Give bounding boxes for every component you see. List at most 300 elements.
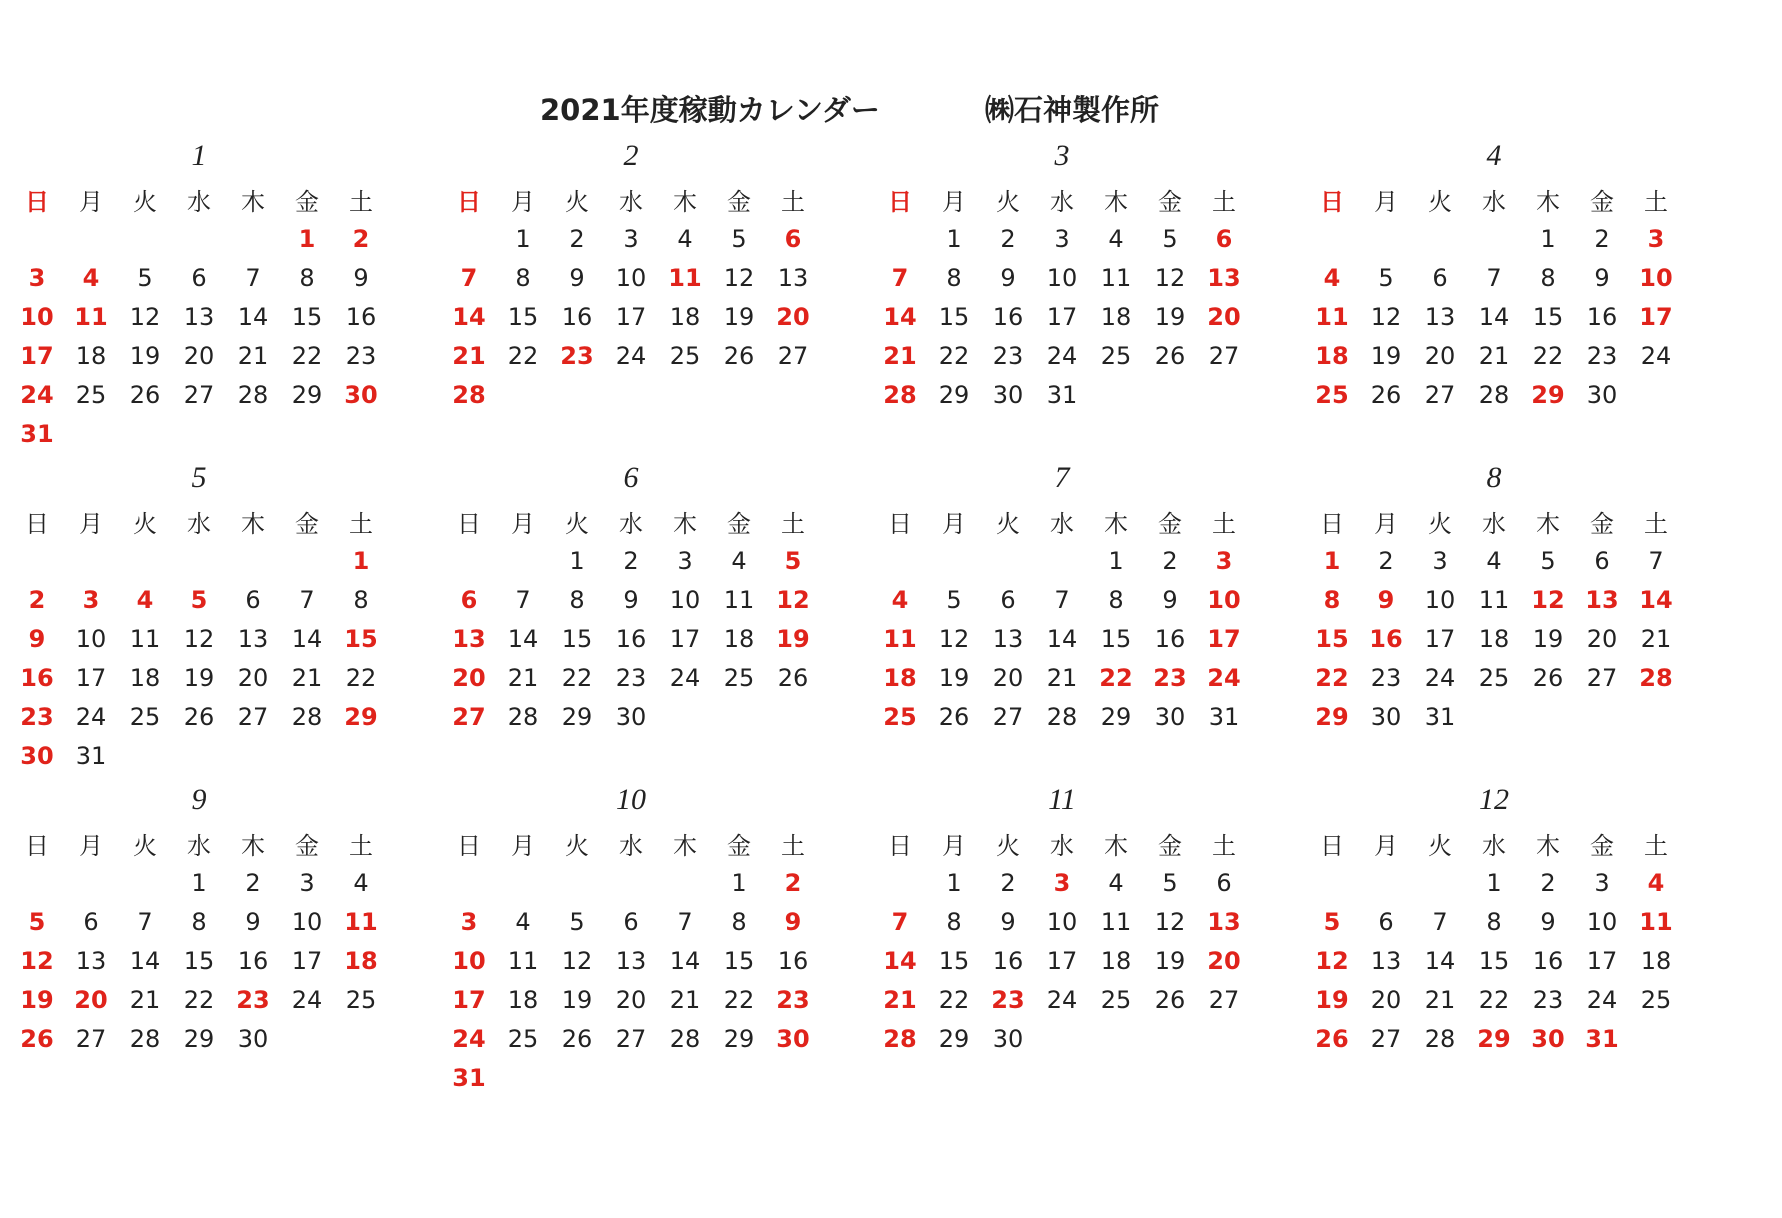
work-date: 7	[1432, 907, 1448, 936]
work-date: 21	[1046, 663, 1078, 692]
work-date: 18	[129, 663, 161, 692]
work-date: 6	[1432, 263, 1448, 292]
weekday-header: 土	[1644, 832, 1668, 860]
work-date: 6	[83, 907, 99, 936]
holiday-date: 30	[1531, 1024, 1565, 1053]
work-date: 18	[1640, 946, 1672, 975]
work-date: 24	[1424, 663, 1456, 692]
work-date: 9	[623, 585, 639, 614]
weekday-header: 火	[565, 188, 589, 216]
weekday-header: 水	[187, 188, 211, 216]
work-date: 31	[75, 741, 107, 770]
month-grid	[1305, 180, 1683, 414]
work-date: 15	[938, 946, 970, 975]
work-date: 5	[1162, 868, 1178, 897]
empty-cell	[873, 219, 927, 258]
month-number: 4	[1486, 139, 1502, 172]
month-number: 1	[191, 139, 207, 172]
work-date: 16	[1586, 302, 1618, 331]
work-date: 13	[1370, 946, 1402, 975]
work-date: 22	[723, 985, 755, 1014]
holiday-date: 11	[344, 907, 378, 936]
holiday-date: 18	[344, 946, 378, 975]
holiday-date: 13	[1585, 585, 1619, 614]
month-grid	[10, 824, 388, 1058]
work-date: 14	[1046, 624, 1078, 653]
empty-cell	[280, 541, 334, 580]
work-date: 1	[569, 546, 585, 575]
work-date: 30	[1154, 702, 1186, 731]
work-date: 19	[1154, 302, 1186, 331]
weekday-header: 金	[1158, 188, 1182, 216]
holiday-date: 13	[1207, 263, 1241, 292]
work-date: 7	[137, 907, 153, 936]
work-date: 22	[1478, 985, 1510, 1014]
weekday-header: 日	[25, 188, 49, 216]
empty-cell	[442, 219, 496, 258]
holiday-date: 14	[883, 302, 917, 331]
work-date: 19	[561, 985, 593, 1014]
work-date: 26	[777, 663, 809, 692]
work-date: 8	[299, 263, 315, 292]
holiday-date: 21	[883, 341, 917, 370]
work-date: 22	[561, 663, 593, 692]
weekday-header: 水	[619, 832, 643, 860]
holiday-date: 14	[1639, 585, 1673, 614]
work-date: 15	[183, 946, 215, 975]
work-date: 15	[507, 302, 539, 331]
holiday-date: 14	[452, 302, 486, 331]
weekday-header: 水	[187, 832, 211, 860]
holiday-date: 11	[1315, 302, 1349, 331]
weekday-header: 土	[349, 510, 373, 538]
work-date: 16	[777, 946, 809, 975]
work-date: 21	[1478, 341, 1510, 370]
work-date: 14	[129, 946, 161, 975]
work-date: 22	[938, 985, 970, 1014]
weekday-header: 日	[888, 510, 912, 538]
work-date: 11	[1478, 585, 1510, 614]
holiday-date: 15	[344, 624, 378, 653]
month-number: 2	[623, 139, 639, 172]
work-date: 4	[1108, 224, 1124, 253]
holiday-date: 1	[298, 224, 316, 253]
work-date: 31	[1424, 702, 1456, 731]
company-name: ㈱石神製作所	[985, 93, 1160, 127]
work-date: 17	[1424, 624, 1456, 653]
month-block	[442, 460, 820, 760]
holiday-date: 3	[460, 907, 478, 936]
holiday-date: 6	[784, 224, 802, 253]
holiday-date: 29	[1315, 702, 1349, 731]
month-number: 5	[191, 461, 207, 494]
holiday-date: 24	[1207, 663, 1241, 692]
work-date: 19	[1370, 341, 1402, 370]
weekday-header: 土	[781, 832, 805, 860]
weekday-header: 木	[1536, 832, 1560, 860]
work-date: 3	[1432, 546, 1448, 575]
weekday-header: 金	[1590, 188, 1614, 216]
work-date: 19	[723, 302, 755, 331]
month-block	[10, 782, 388, 1082]
empty-cell	[658, 863, 712, 902]
holiday-date: 25	[1315, 380, 1349, 409]
month-grid	[442, 180, 820, 414]
empty-cell	[10, 541, 64, 580]
empty-cell	[496, 541, 550, 580]
work-date: 15	[1100, 624, 1132, 653]
weekday-header: 火	[133, 188, 157, 216]
work-date: 8	[1108, 585, 1124, 614]
work-date: 6	[191, 263, 207, 292]
work-date: 15	[1532, 302, 1564, 331]
holiday-date: 23	[1153, 663, 1187, 692]
work-date: 21	[129, 985, 161, 1014]
work-date: 9	[1000, 263, 1016, 292]
holiday-date: 27	[452, 702, 486, 731]
work-date: 2	[1000, 868, 1016, 897]
work-date: 31	[1208, 702, 1240, 731]
work-date: 28	[129, 1024, 161, 1053]
work-date: 10	[291, 907, 323, 936]
holiday-date: 4	[1323, 263, 1341, 292]
work-date: 21	[1424, 985, 1456, 1014]
work-date: 16	[561, 302, 593, 331]
weekday-header: 月	[79, 188, 103, 216]
work-date: 15	[1478, 946, 1510, 975]
work-date: 22	[507, 341, 539, 370]
month-block	[442, 782, 820, 1092]
work-date: 24	[75, 702, 107, 731]
weekday-header: 土	[1644, 188, 1668, 216]
work-date: 11	[723, 585, 755, 614]
work-date: 22	[183, 985, 215, 1014]
weekday-header: 金	[727, 510, 751, 538]
month-grid	[10, 180, 388, 453]
holiday-date: 12	[20, 946, 54, 975]
work-date: 29	[1100, 702, 1132, 731]
weekday-header: 火	[1428, 510, 1452, 538]
weekday-header: 木	[673, 832, 697, 860]
empty-cell	[64, 219, 118, 258]
work-date: 1	[1540, 224, 1556, 253]
work-date: 17	[615, 302, 647, 331]
work-date: 2	[245, 868, 261, 897]
work-date: 25	[723, 663, 755, 692]
month-number: 8	[1486, 461, 1502, 494]
empty-cell	[172, 219, 226, 258]
work-date: 12	[1154, 263, 1186, 292]
weekday-header: 土	[1212, 188, 1236, 216]
month-grid	[1305, 502, 1683, 736]
weekday-header: 金	[1158, 510, 1182, 538]
empty-cell	[118, 863, 172, 902]
holiday-date: 11	[883, 624, 917, 653]
work-date: 17	[1046, 946, 1078, 975]
holiday-date: 6	[1215, 224, 1233, 253]
holiday-date: 14	[883, 946, 917, 975]
weekday-header: 土	[349, 832, 373, 860]
work-date: 16	[345, 302, 377, 331]
work-date: 26	[183, 702, 215, 731]
month-grid	[442, 502, 820, 736]
weekday-header: 金	[295, 510, 319, 538]
holiday-date: 2	[28, 585, 46, 614]
holiday-date: 16	[20, 663, 54, 692]
weekday-header: 木	[241, 510, 265, 538]
month-block	[873, 138, 1251, 438]
holiday-date: 5	[190, 585, 208, 614]
work-date: 5	[946, 585, 962, 614]
empty-cell	[442, 863, 496, 902]
weekday-header: 水	[619, 188, 643, 216]
holiday-date: 4	[891, 585, 909, 614]
holiday-date: 25	[883, 702, 917, 731]
holiday-date: 20	[452, 663, 486, 692]
empty-cell	[64, 541, 118, 580]
holiday-date: 3	[82, 585, 100, 614]
empty-cell	[604, 863, 658, 902]
empty-cell	[496, 863, 550, 902]
work-date: 1	[191, 868, 207, 897]
calendar-title: 2021年度稼動カレンダー	[540, 93, 880, 127]
work-date: 12	[938, 624, 970, 653]
month-number: 9	[191, 783, 207, 816]
work-date: 22	[345, 663, 377, 692]
work-date: 14	[1424, 946, 1456, 975]
empty-cell	[10, 219, 64, 258]
work-date: 27	[777, 341, 809, 370]
holiday-date: 5	[28, 907, 46, 936]
weekday-header: 月	[1374, 832, 1398, 860]
work-date: 21	[237, 341, 269, 370]
weekday-header: 火	[1428, 188, 1452, 216]
holiday-date: 11	[1639, 907, 1673, 936]
work-date: 28	[291, 702, 323, 731]
work-date: 29	[291, 380, 323, 409]
work-date: 23	[1370, 663, 1402, 692]
work-date: 26	[561, 1024, 593, 1053]
weekday-header: 火	[1428, 832, 1452, 860]
work-date: 29	[938, 380, 970, 409]
work-date: 8	[731, 907, 747, 936]
work-date: 19	[129, 341, 161, 370]
holiday-date: 4	[1647, 868, 1665, 897]
weekday-header: 日	[888, 832, 912, 860]
work-date: 1	[1486, 868, 1502, 897]
empty-cell	[981, 541, 1035, 580]
holiday-date: 13	[452, 624, 486, 653]
empty-cell	[1413, 219, 1467, 258]
weekday-header: 金	[1590, 510, 1614, 538]
work-date: 11	[1100, 263, 1132, 292]
empty-cell	[1359, 219, 1413, 258]
empty-cell	[1305, 219, 1359, 258]
holiday-date: 15	[1315, 624, 1349, 653]
holiday-date: 23	[236, 985, 270, 1014]
weekday-header: 日	[25, 832, 49, 860]
weekday-header: 土	[781, 188, 805, 216]
work-date: 24	[291, 985, 323, 1014]
weekday-header: 日	[888, 188, 912, 216]
holiday-date: 31	[20, 419, 54, 448]
holiday-date: 11	[74, 302, 108, 331]
weekday-header: 火	[565, 510, 589, 538]
holiday-date: 3	[1215, 546, 1233, 575]
empty-cell	[172, 541, 226, 580]
work-date: 10	[615, 263, 647, 292]
weekday-header: 日	[457, 510, 481, 538]
weekday-header: 火	[996, 188, 1020, 216]
empty-cell	[550, 863, 604, 902]
weekday-header: 月	[511, 832, 535, 860]
work-date: 11	[1100, 907, 1132, 936]
work-date: 17	[291, 946, 323, 975]
work-date: 24	[1640, 341, 1672, 370]
work-date: 28	[237, 380, 269, 409]
work-date: 4	[677, 224, 693, 253]
holiday-date: 11	[668, 263, 702, 292]
work-date: 26	[1370, 380, 1402, 409]
empty-cell	[1305, 863, 1359, 902]
work-date: 22	[291, 341, 323, 370]
weekday-header: 金	[295, 832, 319, 860]
work-date: 27	[1586, 663, 1618, 692]
month-number: 7	[1054, 461, 1070, 494]
work-date: 11	[129, 624, 161, 653]
weekday-header: 日	[457, 832, 481, 860]
holiday-date: 20	[74, 985, 108, 1014]
work-date: 27	[183, 380, 215, 409]
work-date: 25	[669, 341, 701, 370]
work-date: 8	[1486, 907, 1502, 936]
weekday-header: 金	[1158, 832, 1182, 860]
work-date: 13	[75, 946, 107, 975]
work-date: 3	[299, 868, 315, 897]
holiday-date: 18	[1315, 341, 1349, 370]
weekday-header: 日	[1320, 188, 1344, 216]
work-date: 5	[1162, 224, 1178, 253]
work-date: 1	[515, 224, 531, 253]
work-date: 12	[129, 302, 161, 331]
empty-cell	[226, 541, 280, 580]
work-date: 8	[569, 585, 585, 614]
weekday-header: 日	[1320, 832, 1344, 860]
work-date: 2	[1378, 546, 1394, 575]
weekday-header: 金	[727, 832, 751, 860]
work-date: 25	[129, 702, 161, 731]
work-date: 26	[129, 380, 161, 409]
work-date: 27	[1208, 341, 1240, 370]
weekday-header: 月	[942, 188, 966, 216]
work-date: 8	[946, 263, 962, 292]
holiday-date: 4	[82, 263, 100, 292]
work-date: 13	[183, 302, 215, 331]
weekday-header: 水	[1482, 510, 1506, 538]
work-date: 9	[1540, 907, 1556, 936]
weekday-header: 火	[565, 832, 589, 860]
work-date: 21	[291, 663, 323, 692]
empty-cell	[226, 219, 280, 258]
month-grid	[442, 824, 820, 1097]
weekday-header: 水	[1050, 832, 1074, 860]
work-date: 24	[669, 663, 701, 692]
weekday-header: 日	[1320, 510, 1344, 538]
weekday-header: 水	[1050, 510, 1074, 538]
holiday-date: 23	[20, 702, 54, 731]
weekday-header: 日	[457, 188, 481, 216]
work-date: 23	[1532, 985, 1564, 1014]
month-block	[1305, 460, 1683, 760]
work-date: 18	[1100, 302, 1132, 331]
work-date: 6	[623, 907, 639, 936]
empty-cell	[1467, 219, 1521, 258]
work-date: 29	[938, 1024, 970, 1053]
work-date: 7	[1648, 546, 1664, 575]
empty-cell	[442, 541, 496, 580]
work-date: 15	[561, 624, 593, 653]
work-date: 7	[299, 585, 315, 614]
weekday-header: 水	[1482, 832, 1506, 860]
work-date: 20	[237, 663, 269, 692]
work-date: 5	[137, 263, 153, 292]
work-date: 2	[1162, 546, 1178, 575]
work-date: 21	[669, 985, 701, 1014]
weekday-header: 金	[727, 188, 751, 216]
holiday-date: 23	[560, 341, 594, 370]
work-date: 4	[353, 868, 369, 897]
work-date: 23	[992, 341, 1024, 370]
holiday-date: 20	[1207, 302, 1241, 331]
work-date: 12	[183, 624, 215, 653]
work-date: 17	[669, 624, 701, 653]
work-date: 4	[1486, 546, 1502, 575]
work-date: 16	[1154, 624, 1186, 653]
holiday-date: 9	[28, 624, 46, 653]
holiday-date: 9	[784, 907, 802, 936]
work-date: 9	[1594, 263, 1610, 292]
holiday-date: 7	[891, 263, 909, 292]
empty-cell	[10, 863, 64, 902]
work-date: 29	[183, 1024, 215, 1053]
work-date: 14	[291, 624, 323, 653]
holiday-date: 22	[1315, 663, 1349, 692]
weekday-header: 水	[619, 510, 643, 538]
work-date: 10	[1046, 263, 1078, 292]
work-date: 8	[191, 907, 207, 936]
work-date: 14	[237, 302, 269, 331]
work-date: 3	[623, 224, 639, 253]
holiday-date: 30	[776, 1024, 810, 1053]
holiday-date: 19	[20, 985, 54, 1014]
work-date: 1	[1108, 546, 1124, 575]
holiday-date: 17	[452, 985, 486, 1014]
holiday-date: 28	[1639, 663, 1673, 692]
weekday-header: 月	[511, 188, 535, 216]
month-block	[873, 460, 1251, 760]
work-date: 18	[75, 341, 107, 370]
weekday-header: 月	[942, 832, 966, 860]
holiday-date: 20	[776, 302, 810, 331]
holiday-date: 26	[1315, 1024, 1349, 1053]
work-date: 7	[677, 907, 693, 936]
work-date: 8	[353, 585, 369, 614]
work-date: 18	[723, 624, 755, 653]
work-date: 20	[992, 663, 1024, 692]
work-date: 28	[507, 702, 539, 731]
work-date: 11	[507, 946, 539, 975]
weekday-header: 土	[1212, 510, 1236, 538]
